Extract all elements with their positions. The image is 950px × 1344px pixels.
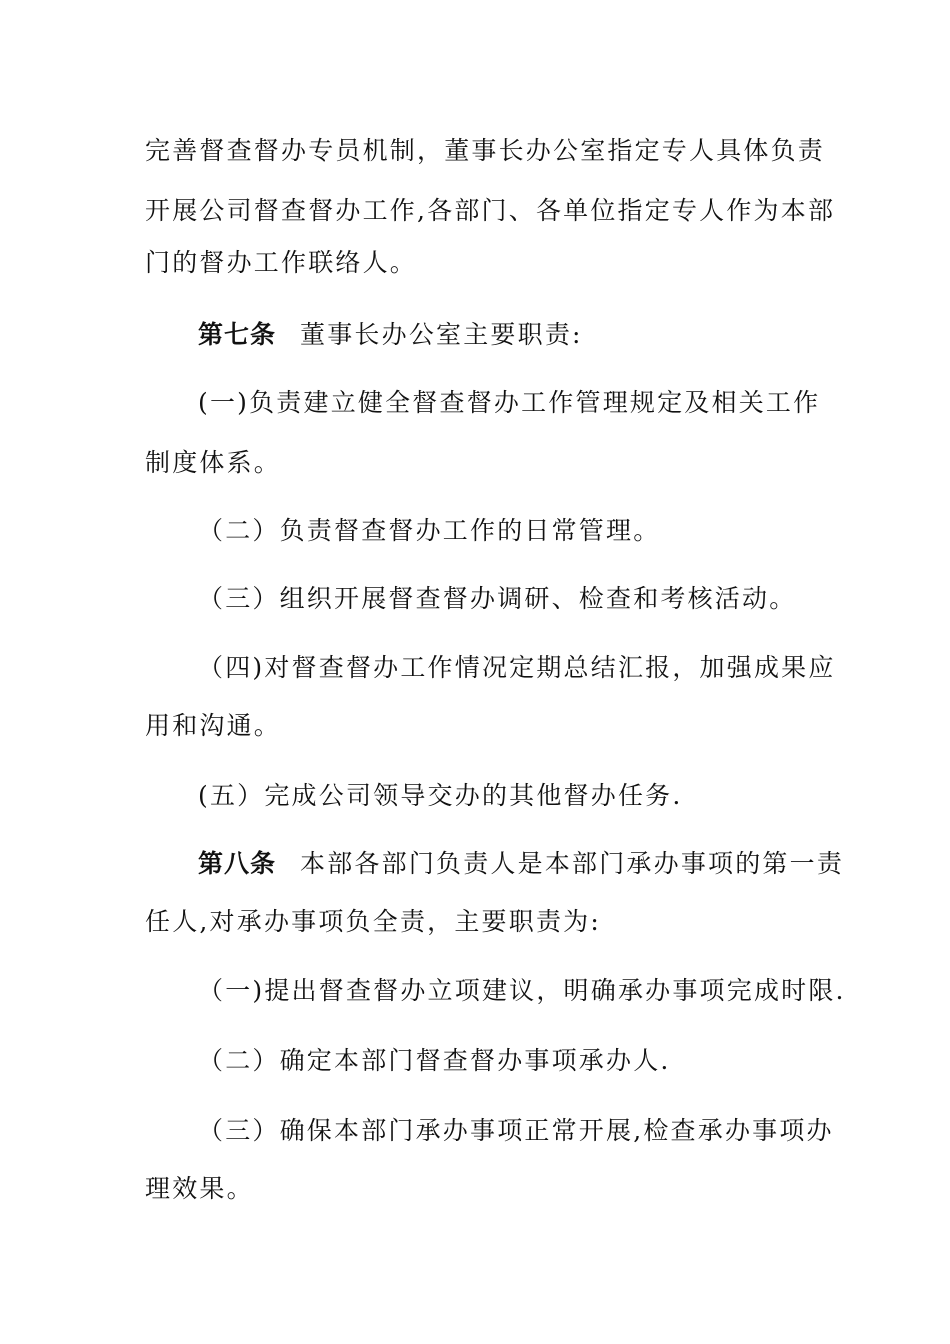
article-7-item-1-line-1: (一)负责建立健全督查督办工作管理规定及相关工作 [198, 388, 821, 417]
article-7-item-1-line-2: 制度体系。 [145, 448, 282, 477]
article-8-item-3-line-2: 理效果。 [145, 1174, 254, 1203]
article-8-text: 本部各部门负责人是本部门承办事项的第一责 [300, 849, 845, 878]
article-8-line-2: 任人,对承办事项负全责，主要职责为: [145, 907, 601, 936]
article-7-text: 董事长办公室主要职责: [300, 320, 583, 349]
article-7-number: 第七条 [198, 320, 277, 349]
article-7-item-4-line-2: 用和沟通。 [145, 711, 282, 740]
paragraph-line-3: 门的督办工作联络人。 [145, 248, 418, 277]
article-7-item-4-line-1: （四)对督查督办工作情况定期总结汇报，加强成果应 [198, 653, 836, 682]
paragraph-line-1: 完善督查督办专员机制，董事长办公室指定专人具体负责 [145, 136, 826, 165]
article-7-heading [198, 317, 583, 353]
article-8-item-2: （二）确定本部门督查督办事项承办人. [198, 1046, 671, 1075]
article-7-item-5: (五）完成公司领导交办的其他督办任务. [198, 781, 683, 810]
article-7-item-3: （三）组织开展督查督办调研、检查和考核活动。 [198, 584, 797, 613]
article-8-item-1: （一)提出督查督办立项建议，明确承办事项完成时限. [198, 976, 846, 1005]
article-8-number: 第八条 [198, 849, 277, 878]
article-7-item-2: （二）负责督查督办工作的日常管理。 [198, 516, 661, 545]
article-8-item-3-line-1: （三）确保本部门承办事项正常开展,检查承办事项办 [198, 1116, 834, 1145]
paragraph-line-2: 开展公司督查督办工作,各部门、各单位指定专人作为本部 [145, 196, 836, 225]
article-8-heading [198, 846, 844, 882]
